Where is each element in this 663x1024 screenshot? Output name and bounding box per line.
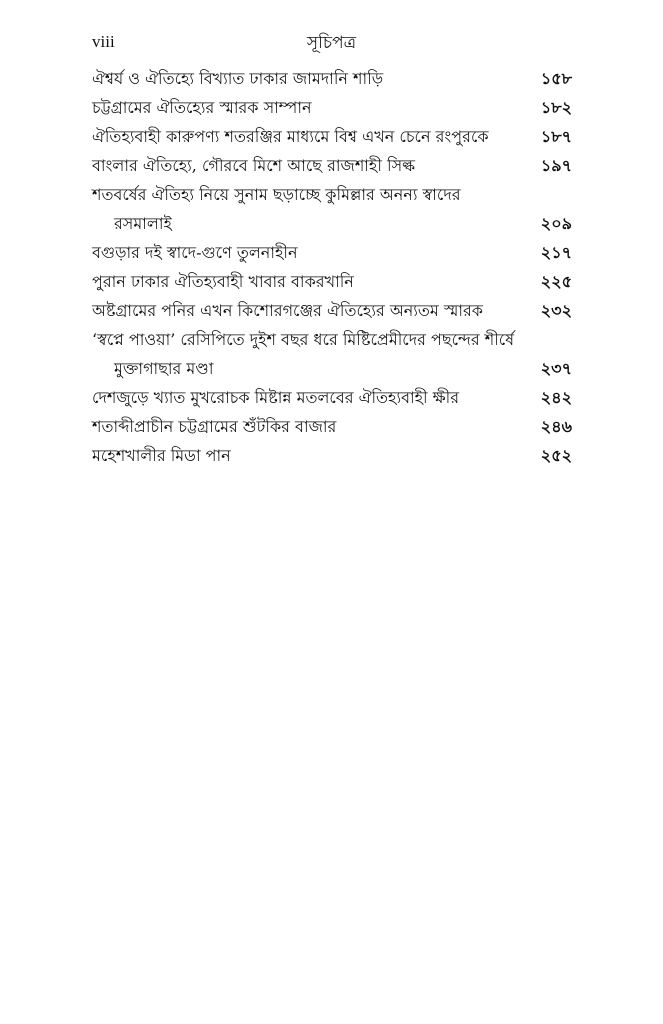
toc-entry[interactable] [92, 383, 572, 412]
toc-entry-title: চট্টগ্রামের ঐতিহ্যের স্মারক সাম্পান [92, 98, 312, 117]
toc-entry-page: ২৫২ [540, 446, 572, 465]
toc-entry-page: ২২৫ [540, 272, 572, 291]
toc-entry-page: ২০৯ [540, 214, 572, 233]
toc-entry-page: ১৯৭ [540, 156, 572, 175]
toc-entry-title: পুরান ঢাকার ঐতিহ্যবাহী খাবার বাকরখানি [92, 272, 354, 291]
toc-entry-title: বাংলার ঐতিহ্যে, গৌরবে মিশে আছে রাজশাহী সিল্ক [92, 156, 416, 175]
toc-entry-title: ‘স্বপ্নে পাওয়া’ রেসিপিতে দুইশ বছর ধরে মিষ্টিপ্রেমীদের পছন্দের শীর্ষে মুক্তাগাছার মণ্ডা [92, 330, 515, 378]
table-of-contents [92, 64, 572, 470]
toc-entry-page: ১৮২ [540, 98, 572, 117]
toc-entry-page: ২৩২ [540, 301, 572, 320]
toc-entry[interactable] [92, 64, 572, 93]
toc-entry[interactable] [92, 122, 572, 151]
toc-entry-title: বগুড়ার দই স্বাদে-গুণে তুলনাহীন [92, 243, 298, 262]
toc-entry-title: শতবর্ষের ঐতিহ্য নিয়ে সুনাম ছড়াচ্ছে কুমিল্লার অনন্য স্বাদের রসমালাই [92, 185, 461, 233]
toc-entry-title: ঐশ্বর্য ও ঐতিহ্যে বিখ্যাত ঢাকার জামদানি শাড়ি [92, 69, 384, 88]
toc-entry[interactable] [92, 441, 572, 470]
toc-entry-title: দেশজুড়ে খ্যাত মুখরোচক মিষ্টান্ন মতলবের ঐতিহ্যবাহী ক্ষীর [92, 388, 460, 407]
page-number: viii [92, 32, 115, 51]
toc-entry[interactable] [92, 325, 572, 383]
toc-entry-page: ১৫৮ [540, 69, 572, 88]
toc-entry[interactable] [92, 151, 572, 180]
toc-entry-title: শতাব্দীপ্রাচীন চট্টগ্রামের শুঁটকির বাজার [92, 417, 337, 436]
toc-entry[interactable] [92, 238, 572, 267]
toc-entry[interactable] [92, 267, 572, 296]
toc-entry-page: ২৪৬ [540, 417, 572, 436]
toc-entry[interactable] [92, 180, 572, 238]
toc-entry[interactable] [92, 296, 572, 325]
toc-entry-page: ১৮৭ [540, 127, 572, 146]
toc-entry-page: ২৩৭ [540, 359, 572, 378]
toc-entry-title: মহেশখালীর মিডা পান [92, 446, 231, 465]
running-head-title: সূচিপত্র [306, 33, 357, 53]
toc-entry-page: ২৪২ [540, 388, 572, 407]
toc-entry-title: অষ্টগ্রামের পনির এখন কিশোরগঞ্জের ঐতিহ্যের অন্যতম স্মারক [92, 301, 484, 320]
toc-entry[interactable] [92, 93, 572, 122]
toc-entry-title: ঐতিহ্যবাহী কারুপণ্য শতরঞ্জির মাধ্যমে বিশ্ব এখন চেনে রংপুরকে [92, 127, 489, 146]
toc-entry[interactable] [92, 412, 572, 441]
toc-entry-page: ২১৭ [540, 243, 572, 262]
